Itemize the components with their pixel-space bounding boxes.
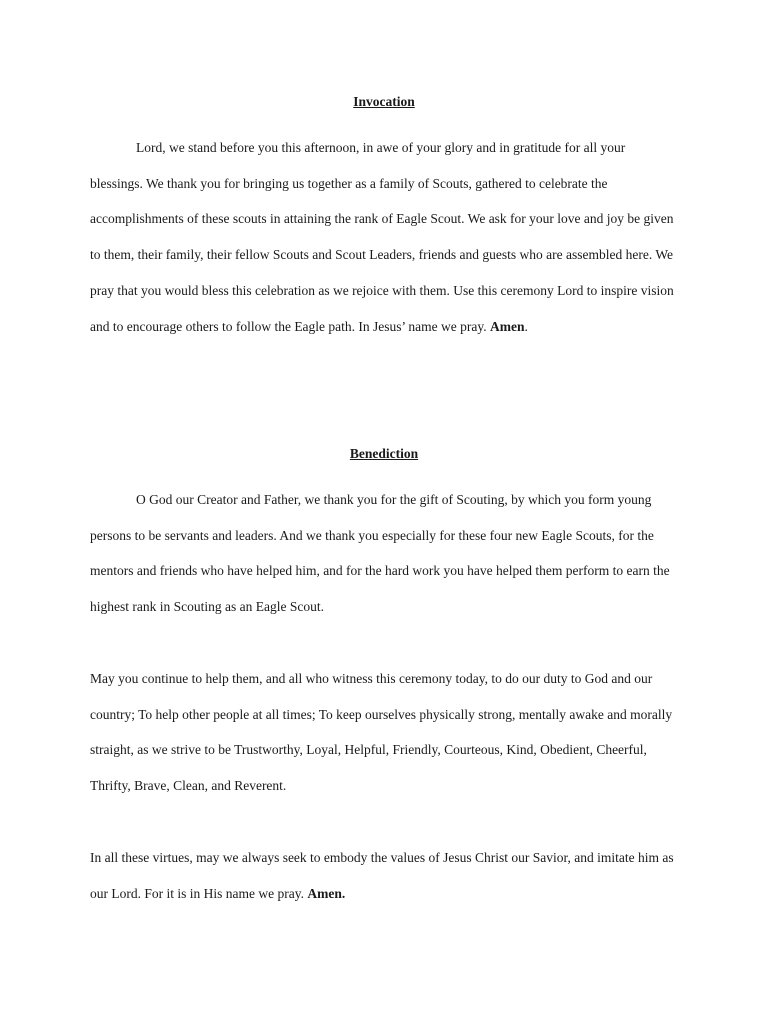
benediction-paragraph-1: O God our Creator and Father, we thank you for the gift of Scouting, by which you form young persons to be servants and leaders. And we thank you especially for these four new Eagle Scouts, for the mentors and friends who have helped him, and for the hard work you have helped them perform to earn the highest rank in Scouting as an Eagle Scout.	[90, 492, 670, 615]
invocation-amen: Amen	[490, 318, 525, 334]
invocation-closing-punct: .	[524, 318, 528, 334]
invocation-heading: Invocation	[353, 94, 415, 109]
invocation-paragraph	[90, 130, 680, 344]
benediction-heading: Benediction	[349, 446, 419, 461]
benediction-amen: Amen.	[307, 885, 346, 901]
benediction-paragraph-2: May you continue to help them, and all who witness this ceremony today, to do our duty to God and our country; To help other people at all times; To keep ourselves physically strong, mentally awake and morally straight, as we strive to be Trustworthy, Loyal, Helpful, Friendly, Courteous, Kind, Obedient, Cheerful, Thrifty, Brave, Clean, and Reverent.	[90, 671, 673, 794]
invocation-body-text: Lord, we stand before you this afternoon, in awe of your glory and in gratitude for all your blessings. We thank you for bringing us together as a family of Scouts, gathered to celebrate the accomplishments of these scouts in attaining the rank of Eagle Scout. We ask for your love and joy be given to them, their family, their fellow Scouts and Scout Leaders, friends and guests who are assembled here. We pray that you would bless this celebration as we rejoice with them. Use this ceremony Lord to inspire vision and to encourage others to follow the Eagle path. In Jesus’ name we pray.	[90, 140, 674, 334]
benediction-paragraph-3	[90, 840, 680, 911]
benediction-paragraph-3-text: In all these virtues, may we always seek to embody the values of Jesus Christ our Savior, and imitate him as our Lord. For it is in His name we pray.	[90, 850, 674, 901]
